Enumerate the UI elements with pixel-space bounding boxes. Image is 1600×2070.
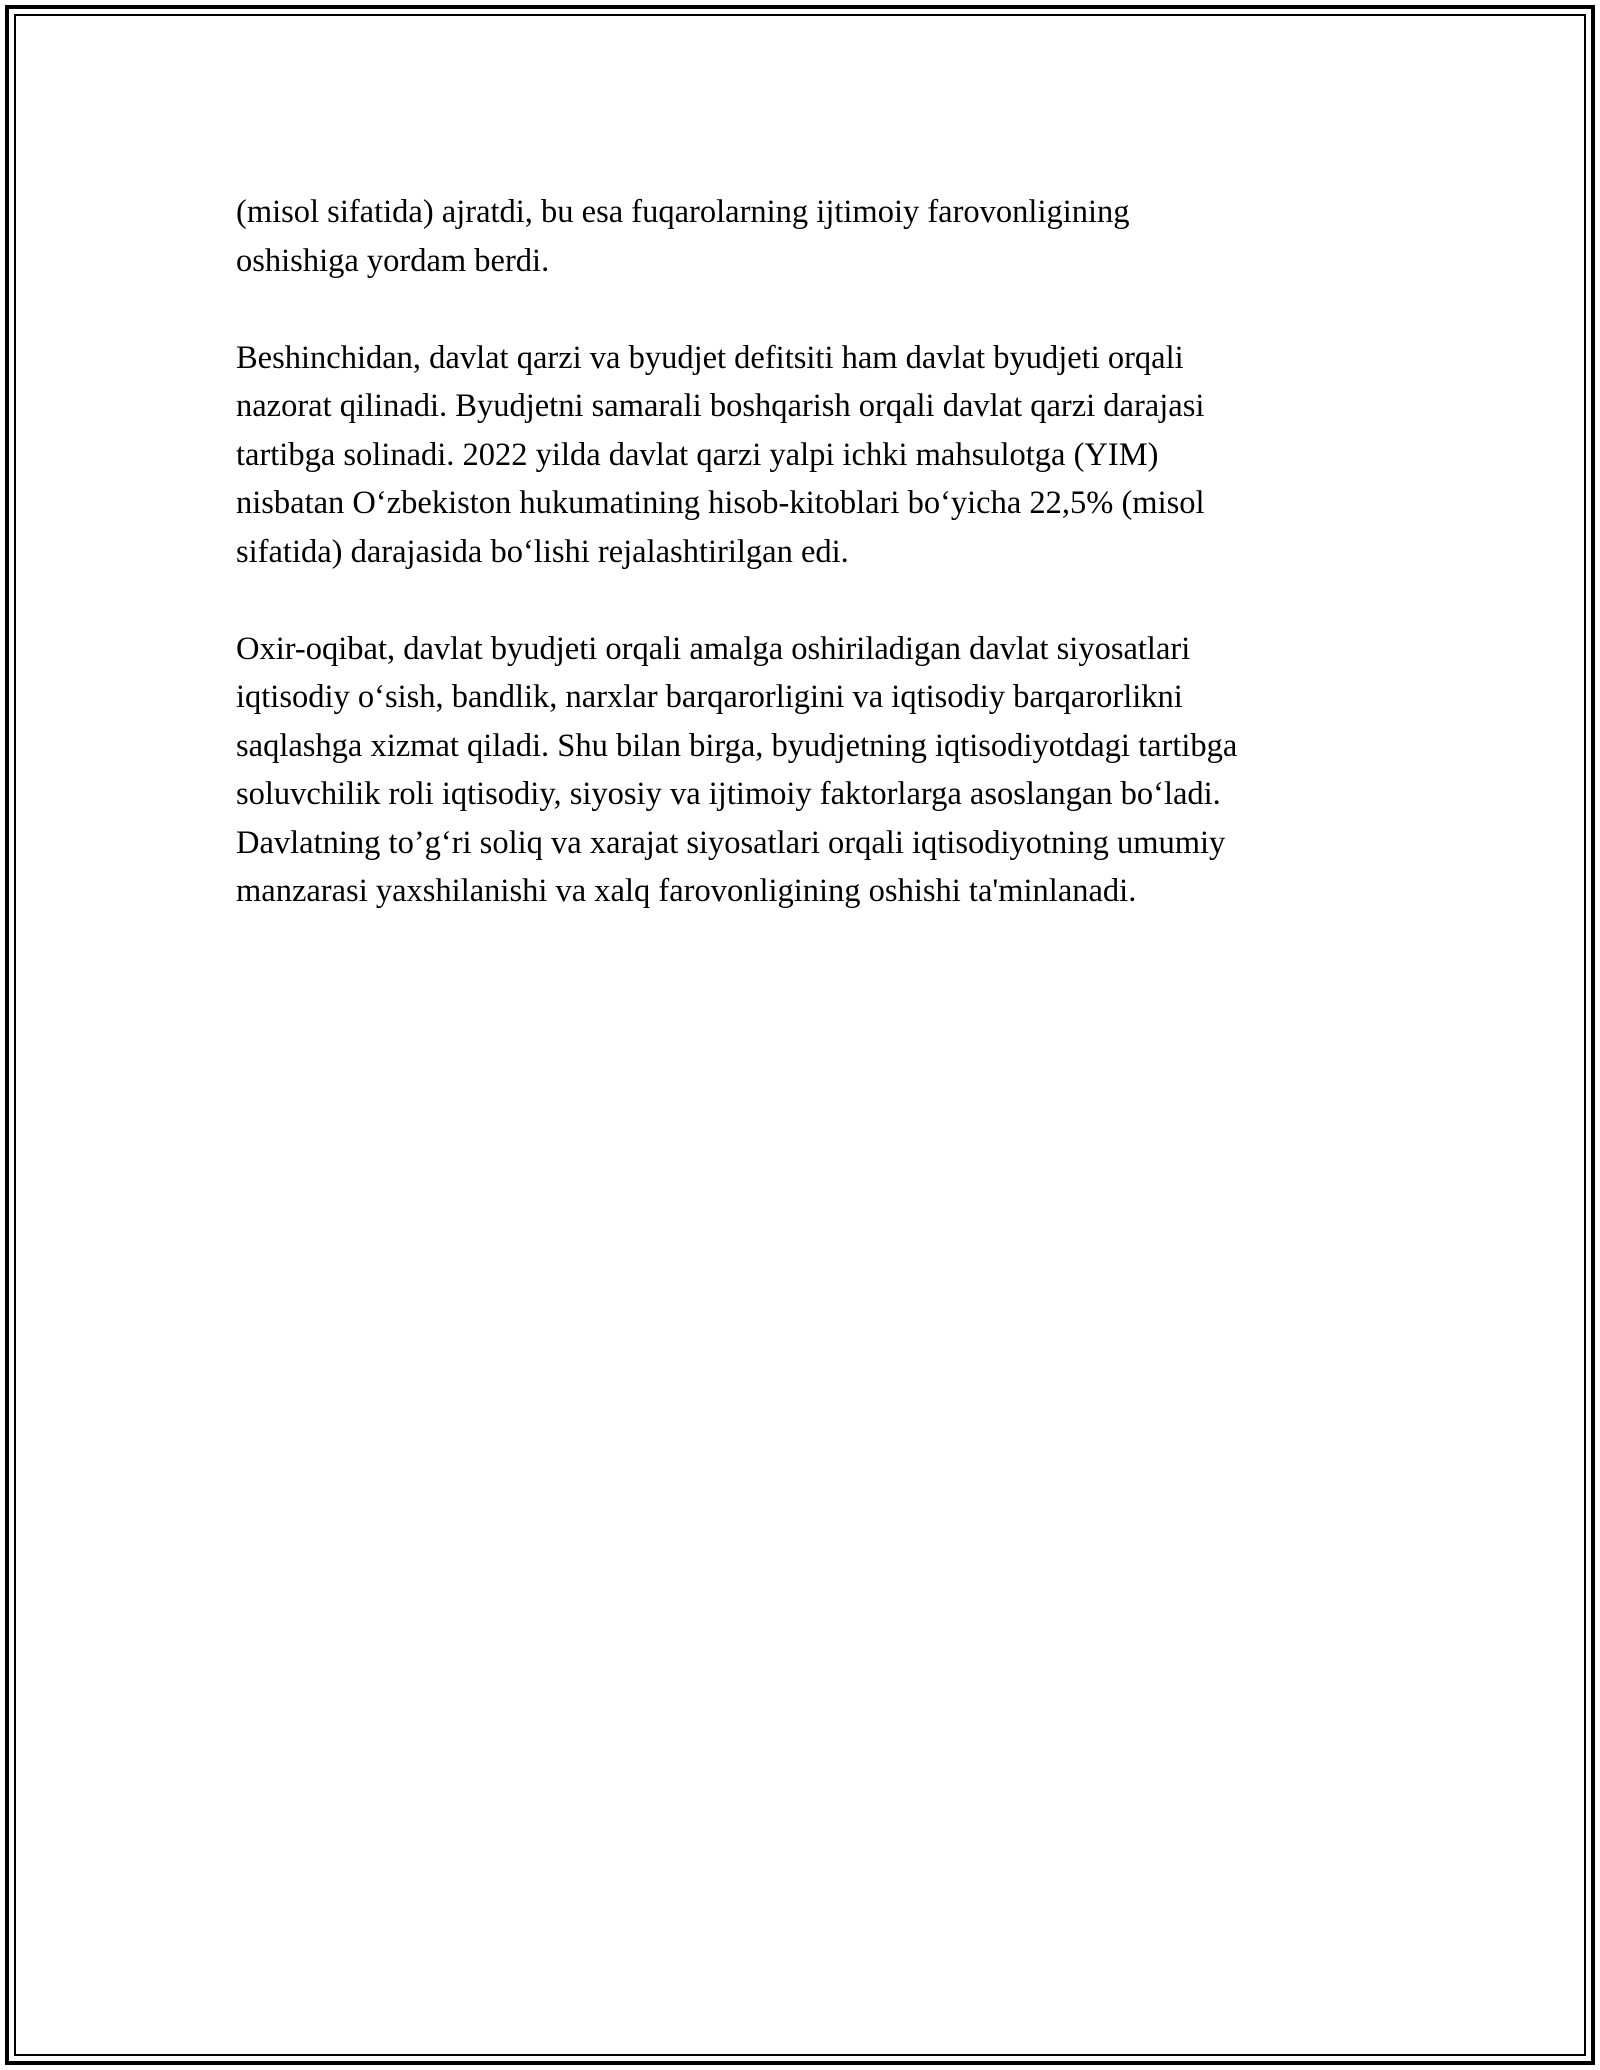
paragraph-3: Oxir-oqibat, davlat byudjeti orqali amalga oshiriladigan davlat siyosatlari iqtisodiy o‘sish, bandlik, narxlar barqarorligini va iqtisodiy barqarorlikni saqlashga xizmat qiladi. Shu bilan birga, byudjetning iqtisodiyotdagi tartibga soluvchilik roli iqtisodiy, siyosiy va ijtimoiy faktorlarga asoslangan bo‘ladi. Davlatning to’g‘ri soliq va xarajat siyosatlari orqali iqtisodiyotning umumiy manzarasi yaxshilanishi va xalq farovonligining oshishi ta'minlanadi. xyxy=(236,630,1238,909)
document-body xyxy=(236,188,1396,964)
paragraph-2: Beshinchidan, davlat qarzi va byudjet defitsiti ham davlat byudjeti orqali nazorat qilinadi. Byudjetni samarali boshqarish orqali davlat qarzi darajasi tartibga solinadi. 2022 yilda davlat qarzi yalpi ichki mahsulotga (YIM) nisbatan O‘zbekiston hukumatining hisob-kitoblari bo‘yicha 22,5% (misol sifatida) darajasida bo‘lishi rejalashtirilgan edi. xyxy=(236,339,1205,570)
paragraph-1: (misol sifatida) ajratdi, bu esa fuqarolarning ijtimoiy farovonligining oshishiga yordam berdi. xyxy=(236,194,1130,279)
